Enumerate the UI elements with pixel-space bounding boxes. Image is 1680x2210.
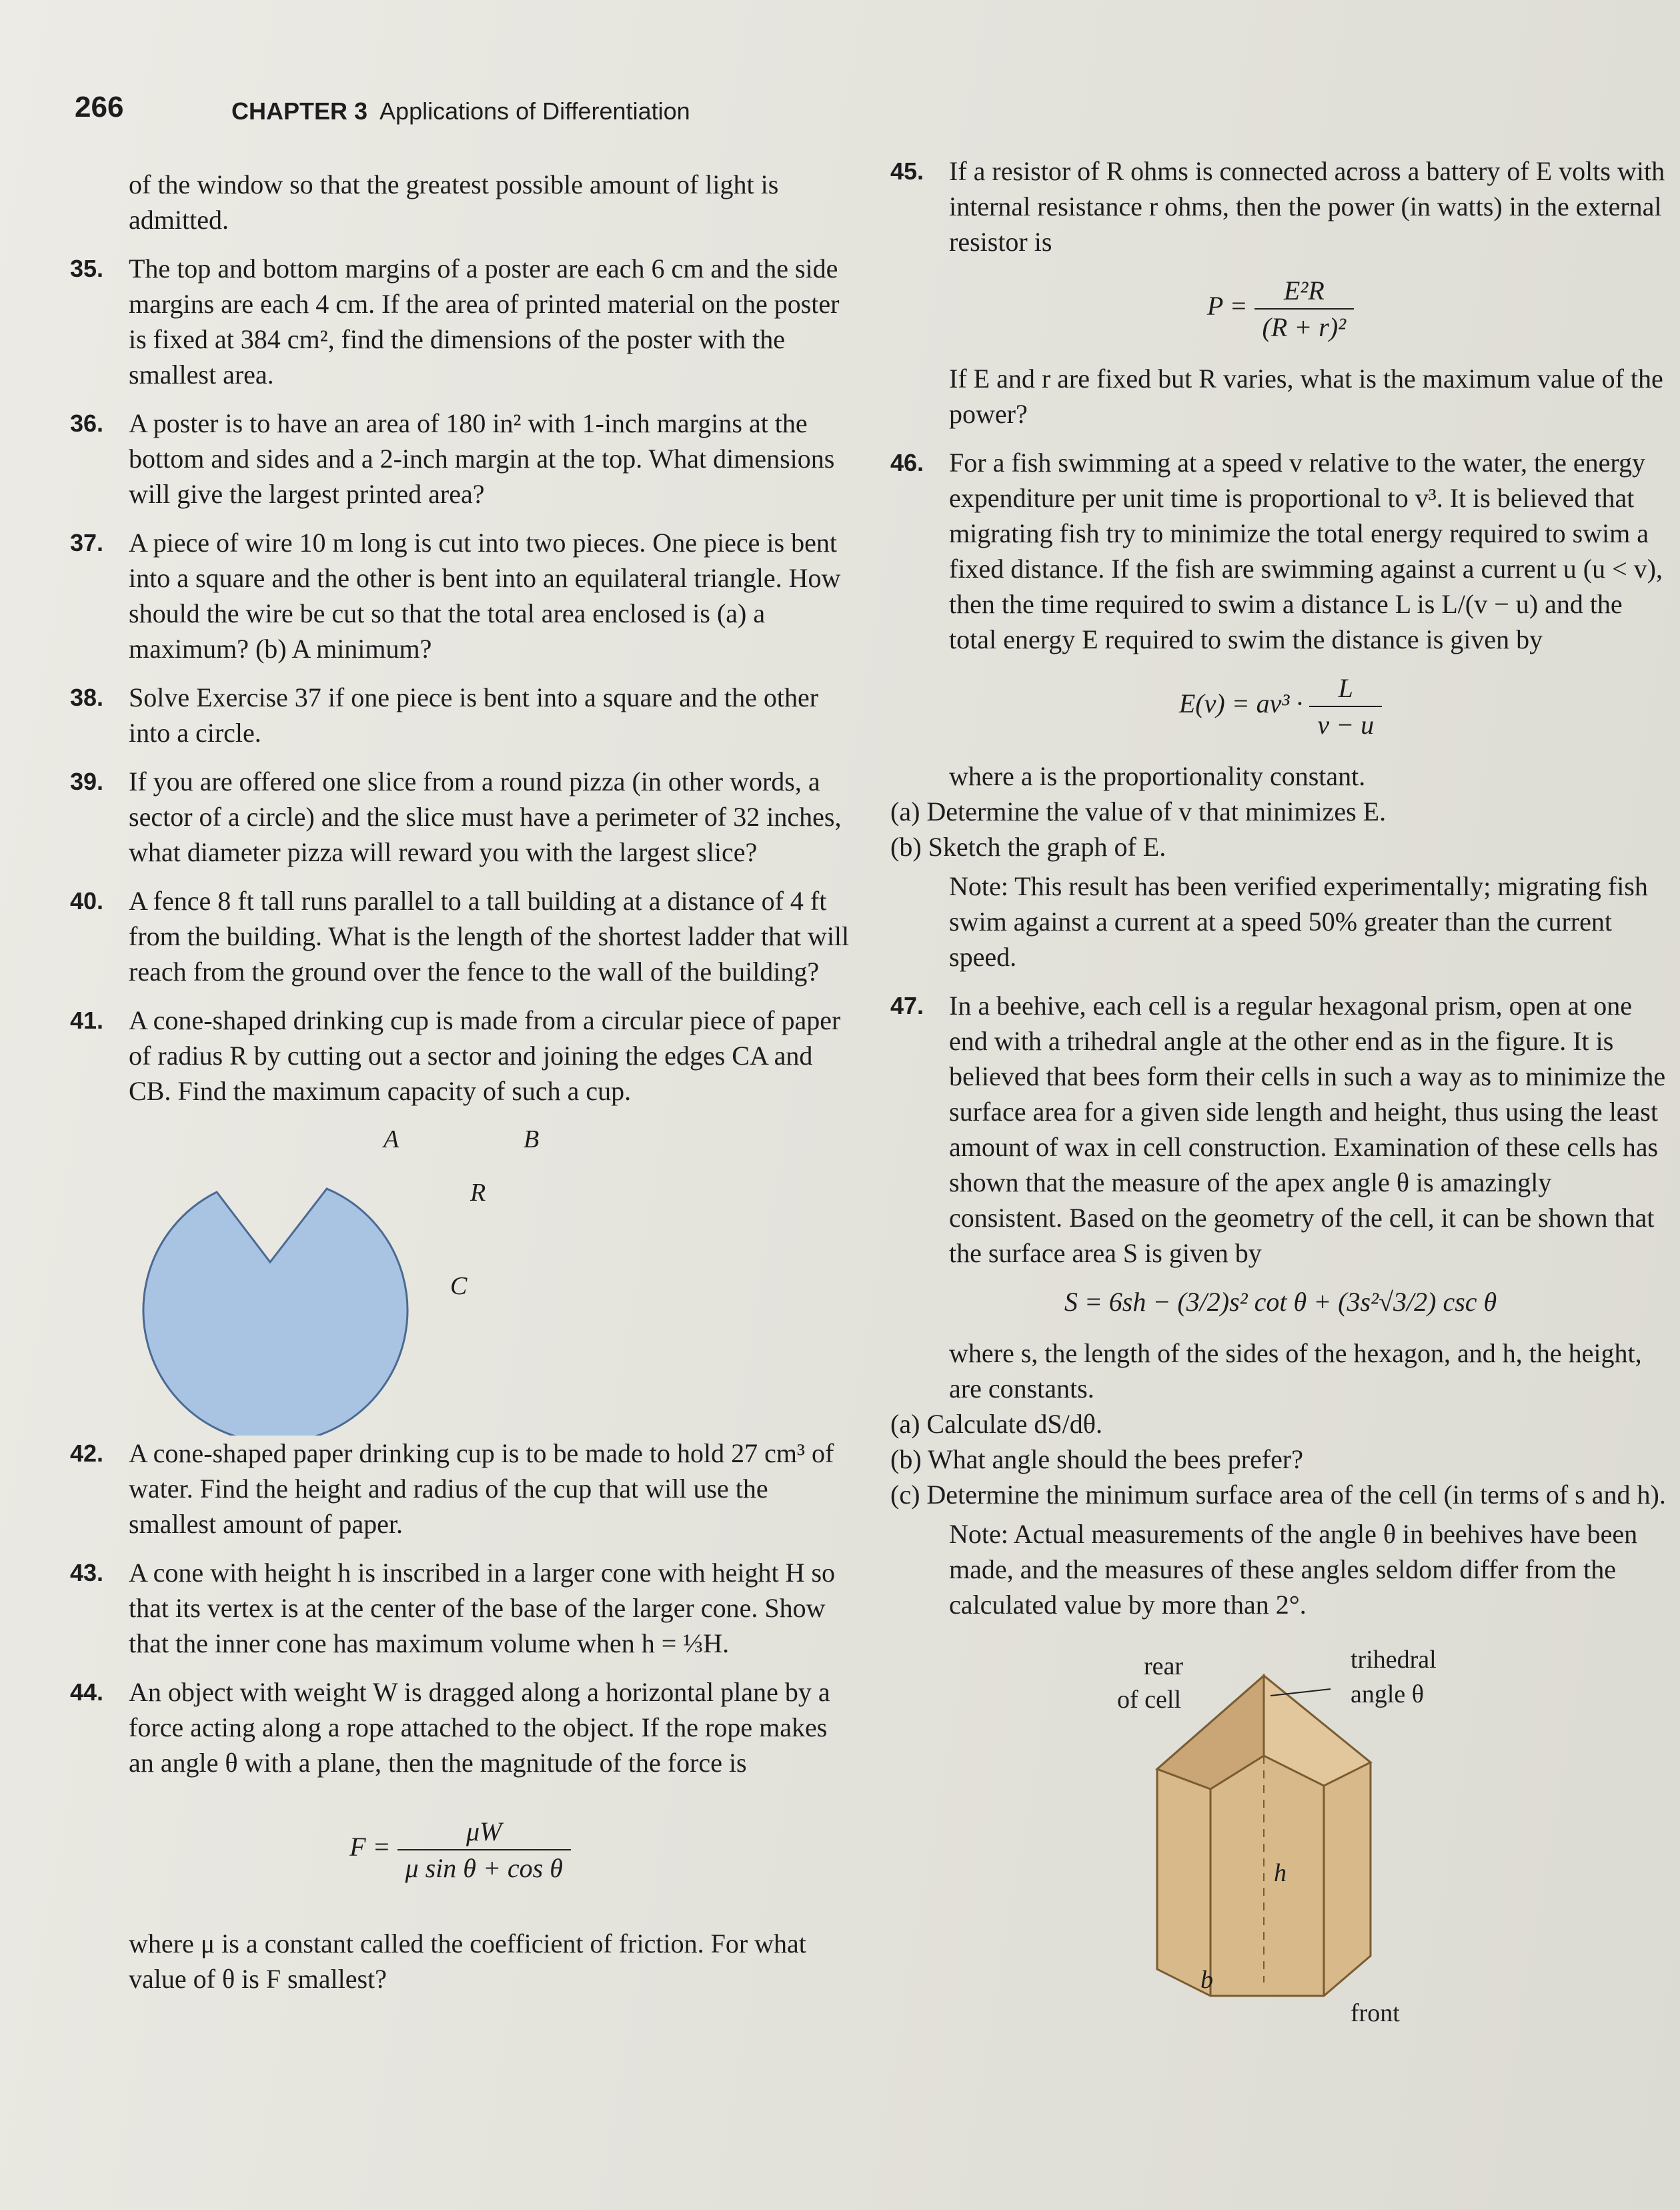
right-column <box>890 153 1671 2027</box>
formula-47: S = 6sh − (3/2)s² cot θ + (3s²√3/2) csc θ <box>1064 1287 1497 1317</box>
exercise-number: 45. <box>890 157 924 185</box>
formula-numerator: E²R <box>1254 273 1355 310</box>
formula-denominator: v − u <box>1317 710 1375 740</box>
exercise-text: If you are offered one slice from a round pizza (in other words, a sector of a circle) and the slice must have a perimeter of 32 inches, what diameter pizza will reward you with the largest slice? <box>129 766 842 867</box>
part-46b: (b) Sketch the graph of E. <box>890 832 1166 862</box>
label-of-cell: of cell <box>1117 1686 1182 1714</box>
exercise-42 <box>70 1436 850 1542</box>
label-b: B <box>524 1125 540 1153</box>
exercise-39 <box>70 764 850 870</box>
exercise-number: 43. <box>70 1559 104 1586</box>
exercise-46 <box>890 445 1671 657</box>
exercise-47 <box>890 988 1671 1271</box>
figure-47-area <box>890 1636 1671 2027</box>
formula-lhs: F = <box>349 1832 391 1862</box>
exercise-number: 42. <box>70 1440 104 1467</box>
continuation-text: of the window so that the greatest possible amount of light is admitted. <box>129 169 779 235</box>
after-44-text: where μ is a constant called the coefficient of friction. For what value of θ is F smallest? <box>129 1928 806 1994</box>
formula-lhs: E(v) = av³ · <box>1178 688 1303 719</box>
label-r: R <box>470 1179 486 1207</box>
exercise-40 <box>70 883 850 989</box>
formula-numerator: L <box>1309 670 1382 707</box>
exercise-text: If a resistor of R ohms is connected across a battery of E volts with internal resistance r ohms, then the power (in watts) in the external resistor is <box>949 156 1665 257</box>
label-trihedral: trihedral <box>1351 1646 1437 1674</box>
exercise-text: An object with weight W is dragged along a horizontal plane by a force acting along a rope attached to the object. If the rope makes an angle θ with a plane, then the magnitude of the force is <box>129 1677 830 1778</box>
exercise-number: 46. <box>890 449 924 476</box>
after-47-text: where s, the length of the sides of the hexagon, and h, the height, are constants. <box>949 1338 1642 1404</box>
exercise-number: 37. <box>70 529 104 556</box>
note-46: Note: This result has been verified experimentally; migrating fish swim against a current at a speed 50% greater than the current speed. <box>949 871 1648 972</box>
exercise-text: For a fish swimming at a speed v relative to the water, the energy expenditure per unit time is proportional to v³. It is believed that migrating fish try to minimize the total energy required to swim a fixed distance. If the fish are swimming against a current u (u < v), then the time required to swim a distance L is L/(v − u) and the total energy E required to swim the distance is given by <box>949 448 1663 654</box>
exercise-number: 35. <box>70 255 104 282</box>
chapter-heading <box>231 97 690 125</box>
exercise-number: 39. <box>70 768 104 795</box>
exercise-text: A cone-shaped paper drinking cup is to be made to hold 27 cm³ of water. Find the height and radius of the cup that will use the smallest amount of paper. <box>129 1438 834 1539</box>
exercise-41 <box>70 1003 850 1109</box>
part-46a: (a) Determine the value of v that minimizes E. <box>890 796 1387 826</box>
hexagonal-prism-figure <box>890 1636 1671 2009</box>
formula-45 <box>890 273 1671 345</box>
part-47a: (a) Calculate dS/dθ. <box>890 1409 1102 1439</box>
exercise-text: The top and bottom margins of a poster are each 6 cm and the side margins are each 4 cm. If the area of printed material on the poster is fixed at 384 cm², find the dimensions of the poster with the smallest area. <box>129 253 840 390</box>
figure-41-area <box>70 1122 850 1436</box>
exercise-number: 40. <box>70 887 104 915</box>
label-b: b <box>1200 1966 1213 1994</box>
chapter-title: Applications of Differentiation <box>379 97 690 125</box>
exercise-text: A piece of wire 10 m long is cut into two pieces. One piece is bent into a square and the other is bent into an equilateral triangle. How should the wire be cut so that the total area enclosed is (a) a maximum? (b) A minimum? <box>129 528 841 664</box>
page-number: 266 <box>75 91 124 123</box>
formula-46 <box>890 670 1671 742</box>
exercise-number: 44. <box>70 1678 104 1706</box>
label-angle-theta: angle θ <box>1351 1680 1424 1708</box>
formula-denominator: μ sin θ + cos θ <box>405 1853 563 1883</box>
circle-sector-shape <box>143 1189 407 1436</box>
formula-44 <box>70 1814 850 1886</box>
exercise-number: 38. <box>70 684 104 711</box>
note-47: Note: Actual measurements of the angle θ in beehives have been made, and the measures of these angles seldom differ from the calculated value by more than 2°. <box>949 1519 1638 1620</box>
exercise-text: A cone-shaped drinking cup is made from a circular piece of paper of radius R by cutting out a sector and joining the edges CA and CB. Find the maximum capacity of such a cup. <box>129 1005 841 1106</box>
exercise-number: 36. <box>70 410 104 437</box>
exercise-43 <box>70 1555 850 1661</box>
exercise-44 <box>70 1674 850 1780</box>
label-c: C <box>450 1272 468 1300</box>
exercise-text: A fence 8 ft tall runs parallel to a tall building at a distance of 4 ft from the building. What is the length of the shortest ladder that will reach from the ground over the fence to the wall of the building? <box>129 886 850 987</box>
exercise-number: 47. <box>890 992 924 1019</box>
part-47b: (b) What angle should the bees prefer? <box>890 1444 1304 1474</box>
after-46-sentence: where a is the proportionality constant. <box>949 761 1366 791</box>
exercise-number: 41. <box>70 1007 104 1034</box>
exercise-text: A poster is to have an area of 180 in² with 1-inch margins at the bottom and sides and a 2-inch margin at the top. What dimensions will give the largest printed area? <box>129 408 835 509</box>
label-front: front <box>1351 1999 1400 2027</box>
formula-fraction <box>1309 670 1382 742</box>
exercise-text: A cone with height h is inscribed in a larger cone with height H so that its vertex is at the center of the base of the larger cone. Show that the inner cone has maximum volume when h = ⅓H. <box>129 1558 836 1658</box>
part-47c: (c) Determine the minimum surface area of the cell (in terms of s and h). <box>890 1480 1666 1510</box>
after-46-text <box>890 758 1671 794</box>
formula-fraction <box>1254 273 1355 345</box>
formula-fraction <box>397 1814 571 1886</box>
exercise-37 <box>70 525 850 666</box>
exercise-38 <box>70 680 850 750</box>
formula-numerator: μW <box>397 1814 571 1850</box>
formula-denominator: (R + r)² <box>1262 312 1347 342</box>
after-45-text: If E and r are fixed but R varies, what is the maximum value of the power? <box>949 364 1663 429</box>
label-rear: rear <box>1144 1652 1184 1680</box>
exercise-35 <box>70 251 850 392</box>
left-column <box>70 167 850 2010</box>
exercise-36 <box>70 406 850 512</box>
exercise-45 <box>890 153 1671 259</box>
chapter-label: CHAPTER 3 <box>231 97 368 125</box>
exercise-text: In a beehive, each cell is a regular hexagonal prism, open at one end with a trihedral angle at the other end as in the figure. It is believed that bees form their cells in such a way as to minimize the surface area for a given side length and height, thus using the least amount of wax in cell construction. Examination of these cells has shown that the measure of the apex angle θ is amazingly consistent. Based on the geometry of the cell, it can be shown that the surface area S is given by <box>949 991 1666 1268</box>
formula-lhs: P = <box>1206 291 1248 322</box>
label-a: A <box>383 1125 399 1153</box>
label-h: h <box>1274 1859 1287 1887</box>
exercise-text: Solve Exercise 37 if one piece is bent into a square and the other into a circle. <box>129 682 819 748</box>
